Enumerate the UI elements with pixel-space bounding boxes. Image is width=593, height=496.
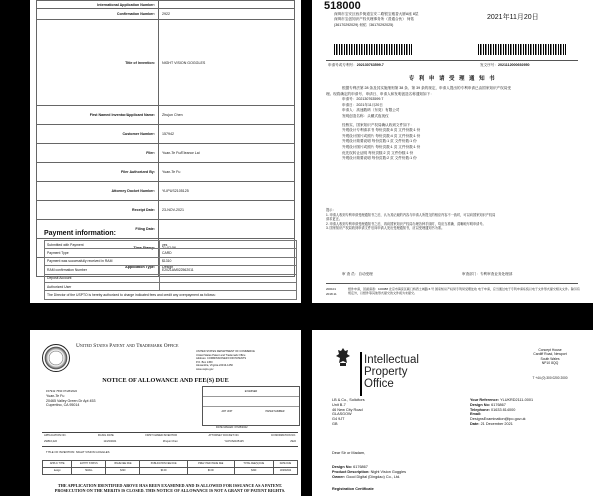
certificate-heading: Registration Certificate <box>332 487 374 491</box>
recipient-line: LB & Co., Solicitors <box>332 398 365 402</box>
recipient-line: 157942 7590 07/28/2022 <box>46 389 78 393</box>
address-line: 深圳市宝创知识产权代理事务所（普通合伙） 何佑 <box>334 17 415 22</box>
row-value: Yuan-Te Fu <box>159 163 295 182</box>
uspto-seal-icon <box>42 344 70 372</box>
fee-header: APPLN. TYPE <box>43 461 72 468</box>
doc-list-line: 外观设计简要说明 每份页数:1 页 文件份数:1 份 <box>342 139 417 144</box>
detail-value: Good Digital (Dingdao) Co., Ltd. <box>346 474 401 479</box>
rule <box>42 432 298 433</box>
footer-text: 纸件申请，回函请寄：100088 北京市海淀区蓟门桥西土城路 6 号 国家知识产权局专利局受理处收 电子申请，应当通过电子专利申请系统以电子文件形式提交相关文件。除另有规定外，以纸件等其他形式提交的文件视为未提交。 <box>348 287 580 295</box>
payment-label: Deposit Account <box>45 274 160 282</box>
rule-bottom <box>326 283 578 284</box>
payment-label: RAM confirmation Number <box>45 266 160 274</box>
fee-header: PUBLICATION FEE DUE <box>140 461 188 468</box>
detail-label: Design No: <box>332 465 353 469</box>
salutation: Dear Sir or Madam, <box>332 451 366 455</box>
doc-number: 2021112000692950 <box>497 63 530 67</box>
note-line: 提示： <box>326 208 336 212</box>
ref-value: 01633 814000 <box>491 407 516 412</box>
examiner: 审 查 员：自动受理 <box>342 272 373 276</box>
cell-headers <box>44 434 296 437</box>
address-line: Alexandria, Virginia 22313-1450 <box>196 364 233 367</box>
fee-header: PREV. PAID ISSUE FEE <box>187 461 234 468</box>
body-line: 申请号：202130763599.7 <box>342 97 384 102</box>
cell-header: ATTORNEY DOCKET NO. <box>208 434 240 437</box>
address-line: NP10 8QQ <box>541 361 559 366</box>
row-value: 157942 <box>159 125 295 144</box>
body-line: 根据专利法第 28 条及其实施细则第 38 条、第 39 条的规定，申请人提出的专利申请已由国家知识产权局受 <box>342 86 511 90</box>
cell-header: CONFIRMATION NO. <box>270 434 296 437</box>
royal-crest-icon <box>332 346 354 368</box>
address-line: www.uspto.gov <box>196 367 214 371</box>
payment-value: $1310 <box>160 257 297 265</box>
recipient <box>332 398 365 427</box>
fee-header: DATE DUE <box>273 461 297 468</box>
recipient-line: GLASGOW <box>332 412 352 417</box>
row-label: Time Stamp: <box>37 239 159 258</box>
notes <box>326 208 580 231</box>
row-value: YLIPUS2105125 <box>159 182 295 201</box>
address-line: South Wales <box>540 356 560 361</box>
box-label: ART UNIT <box>221 410 233 413</box>
doc-list-line: 外观设计图片或照片 每份页数:4 页 文件份数:1 份 <box>342 133 421 138</box>
wordmark-line: Office <box>364 378 394 390</box>
body-line: 理。现将确定的申请号、申请日、申请人和发明创造名称通知如下： <box>326 91 434 96</box>
footer-year: 2018.11 <box>326 292 337 296</box>
wordmark-line: Property <box>364 366 408 378</box>
brand-bar <box>360 352 362 396</box>
design-details <box>332 465 406 479</box>
row-label: International Application Number: <box>37 1 159 9</box>
fee-value: design <box>43 468 72 475</box>
notice-body <box>326 86 580 162</box>
recipient-line: 46 New City Road <box>332 407 363 412</box>
payment-label: Authorized User <box>45 282 160 290</box>
invention-title: TITLE OF INVENTION: NIGHT VISION GOGGLES <box>46 450 110 454</box>
department: 审查部门：专利审查业务处理部 <box>462 272 513 276</box>
ref-label: Your Reference: <box>470 398 500 402</box>
cell-value: 11/23/2021 <box>103 440 117 443</box>
address-line: Address: COMMISSIONER FOR PATENTS <box>196 357 247 360</box>
row-value: 23-NOV-2021 <box>159 201 295 220</box>
app-number: 202130763599.7 <box>356 63 384 67</box>
row-value: 21:02:56 <box>159 239 295 258</box>
row-label: Customer Number: <box>37 125 159 144</box>
row-label: Attorney Docket Number: <box>37 182 159 201</box>
wordmark-line: Intellectual <box>364 354 419 366</box>
body-line: 发明创造名称：头戴式夜视仪 <box>342 113 389 118</box>
row-value: Zhujun Chen <box>159 106 295 125</box>
ref-value: 6176867 <box>491 402 506 407</box>
detail-label: Owner: <box>332 474 346 479</box>
cn-receipt-notice <box>312 0 593 303</box>
cell-values <box>44 440 296 443</box>
us-filing-receipt <box>30 0 301 303</box>
address-line: Cardiff Road, Newport <box>533 352 567 357</box>
ipo-letter <box>312 330 593 496</box>
payment-label: Payment was successfully received in RAM <box>45 257 160 265</box>
detail-value: 6176867 <box>353 465 368 469</box>
cell-value: Zhujun Chen <box>162 440 178 443</box>
authorization-note: The Director of the USPTO is hereby authorized to charge indicated fees and credit any overpayment as follows: <box>45 291 297 299</box>
doc-list-line: 优先权转让证明 每份页数:2 页 文件份数:1 份 <box>342 150 414 155</box>
row-value: Design <box>159 258 295 277</box>
row-value <box>159 220 295 239</box>
row-value: 2922 <box>159 9 295 20</box>
fee-value: SMALL <box>72 468 106 475</box>
footer-code: 200101 <box>326 287 337 291</box>
fee-value: 10/28/2022 <box>273 468 297 475</box>
payment-table <box>44 240 297 300</box>
fee-header: TOTAL FEE(S) DUE <box>234 461 273 468</box>
rule <box>42 446 298 447</box>
doc-list-line: 外观设计简要说明 每份页数:2 页 文件份数:1 份 <box>342 156 417 161</box>
allowance-statement: THE APPLICATION IDENTIFIED ABOVE HAS BEEN EXAMINED AND IS ALLOWED FOR ISSUANCE AS A PATENT. PROSECUTION ON THE MERITS IS CLOSED. THIS NOTICE OF ALLOWANCE IS NOT A GRANT OF PATENT RIGHTS. <box>54 483 286 493</box>
notice-of-allowance <box>30 330 301 496</box>
address-line: Concept House <box>538 348 562 352</box>
row-label: Confirmation Number: <box>37 9 159 20</box>
cell-value: 2922 <box>290 440 296 443</box>
payment-value: E2021AM022562011 <box>160 266 297 274</box>
address-line: United States Patent and Trademark Office <box>196 353 246 357</box>
address-line: 深圳市宝安区西乡街道宝安二路银宝雅香大厦A座 8层 <box>334 12 419 16</box>
row-label: Receipt Date: <box>37 201 159 220</box>
fee-header: ISSUE FEE DUE <box>106 461 140 468</box>
rule-top <box>326 60 578 61</box>
recipient-line: Yuan-Te Fu <box>46 393 65 398</box>
note-line: 请求更正。 <box>326 217 342 222</box>
payment-value <box>160 274 297 282</box>
row-label: Title of Invention: <box>37 20 159 106</box>
doc-number-label: 发文序号： <box>480 63 498 67</box>
detail-label: Product Description: <box>332 469 370 474</box>
fee-table <box>42 460 298 475</box>
row-label: Filer Authorized By: <box>37 163 159 182</box>
row-label: Filing Date: <box>37 220 159 239</box>
address-line: P.O. Box 1450 <box>196 360 213 364</box>
fee-value: $0.00 <box>187 468 234 475</box>
recipient-address <box>334 12 484 28</box>
recipient-line: 20465 Valley Green Dr Apt 453 <box>46 398 96 403</box>
payment-value <box>160 282 297 290</box>
cell-header: FIRST NAMED INVENTOR <box>145 434 177 437</box>
address-line: UNITED STATES DEPARTMENT OF COMMERCE <box>196 350 255 353</box>
doc-number-line <box>480 63 530 68</box>
recipient <box>46 389 95 408</box>
cell-header: APPLICATION NO. <box>44 434 67 437</box>
detail-value: Night Vision Goggles <box>370 469 407 474</box>
doc-list-line: 经核实，国家知识产权局确认收到文件如下： <box>342 122 414 127</box>
payment-title: Payment information: <box>44 230 116 237</box>
doc-list-line: 外观设计图片或照片 每份页数:1 页 文件份数:1 份 <box>342 144 421 149</box>
doc-list-line: 外观设计专利请求书 每份页数:5 页 文件份数:1 份 <box>342 128 421 133</box>
payment-label: Submitted with Payment <box>45 241 160 249</box>
recipient-line: Unit B-7 <box>332 402 346 407</box>
reference-block <box>470 398 533 427</box>
row-label: Filer: <box>37 144 159 163</box>
ref-value: 21 December 2021 <box>480 421 513 426</box>
app-number-line <box>328 63 384 68</box>
recipient-line: Cupertino, CA 95014 <box>46 403 80 408</box>
row-value <box>159 1 295 9</box>
app-number-label: 申请号或专利号： <box>328 63 357 67</box>
note-line: 2. 申请人收到专利申请受理通知书之后，再向国家知识产权局办理各种手续时，均应当准确、清晰地写明申请号。 <box>326 221 486 226</box>
fee-header: ENTITY STATUS <box>72 461 106 468</box>
ref-email[interactable]: DesignsExamination@ipo.gov.uk <box>470 417 526 422</box>
notice-title: NOTICE OF ALLOWANCE AND FEE(S) DUE <box>102 377 229 384</box>
payment-label: Payment Type <box>45 249 160 257</box>
fee-value: $320 <box>106 468 140 475</box>
row-label: First Named Inventor/Applicant Name: <box>37 106 159 125</box>
payment-value: CARD <box>160 249 297 257</box>
cell-value: YLIPUS2105125 <box>224 440 244 443</box>
recipient-line: G4 9JT <box>332 417 345 422</box>
cell-value: 29/816,222 <box>44 440 57 443</box>
agency-name: United States Patent and Trademark Office <box>76 343 179 349</box>
body-line: 申请日：2021年11月20日 <box>342 102 383 107</box>
ref-label: Email: <box>470 412 482 417</box>
agency-address <box>196 350 294 371</box>
ref-label: Telephone: <box>470 407 490 412</box>
note-line: 3. 国家知识产权局收到申请文件后向申请人发出受理通知书，应以受理通知书为准。 <box>326 226 445 231</box>
fee-value: $320 <box>234 468 273 475</box>
recipient-line: GB <box>332 421 338 426</box>
payment-value: yes <box>160 241 297 249</box>
notice-title: 专 利 申 请 受 理 通 知 书 <box>408 76 497 82</box>
fee-value: $0.00 <box>140 468 188 475</box>
barcode-left <box>334 44 412 55</box>
ipo-wordmark <box>364 354 419 390</box>
issue-date: 2021年11月20日 <box>487 14 539 21</box>
row-value: NIGHT VISION GOGGLES <box>159 20 295 106</box>
address-line: (36170292029) 何佑（36170292025) <box>334 22 394 27</box>
row-value: Yuan-Te Fu/Eleanor Lai <box>159 144 295 163</box>
note-line: 1. 申请人收到专利申请受理通知书之后，认为其记载的内容与申请人所提交的相应内容不一致时，可以向国家知识产权局 <box>326 212 496 217</box>
ref-label: Design No: <box>470 402 491 407</box>
body-line: 申请人：高速数码（东莞）有限公司 <box>342 108 400 113</box>
ref-label: Date: <box>470 421 480 426</box>
box-label: EXAMINER <box>203 387 299 397</box>
ipo-telephone: T +44 (0) 300 0200 2000 <box>532 376 568 380</box>
postcode: 518000 <box>324 0 361 12</box>
barcode-right <box>478 44 566 55</box>
box-label <box>203 397 299 407</box>
examiner-box <box>202 386 300 426</box>
row-label: Application Type: <box>37 258 159 277</box>
cell-header: FILING DATE <box>97 434 114 437</box>
ipo-address <box>520 348 580 366</box>
date-mailed: DATE MAILED: 07/28/2022 <box>216 426 248 429</box>
box-label: PAPER NUMBER <box>265 410 285 413</box>
ref-value: YLUKRD2111-0001 <box>500 398 534 402</box>
